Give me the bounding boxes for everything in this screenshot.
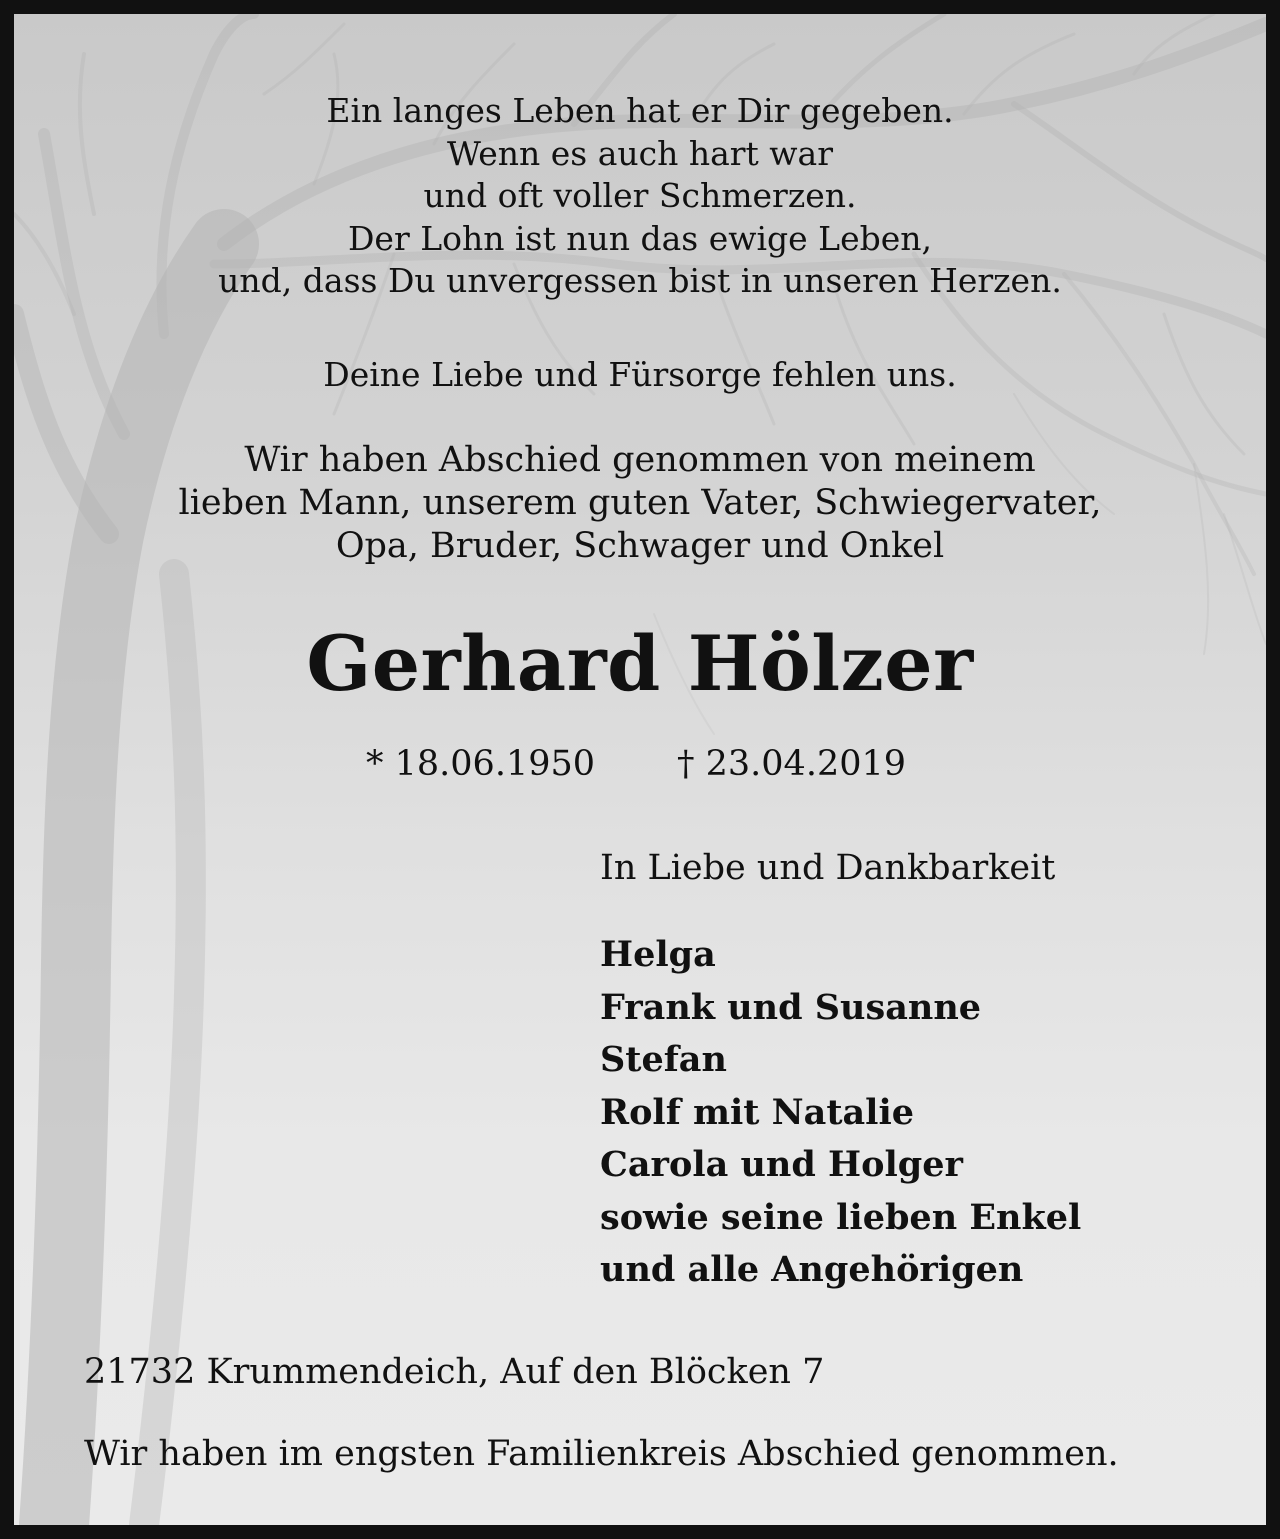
mourner-name: Carola und Holger [600, 1144, 963, 1185]
mourners-list [600, 929, 1081, 1297]
mourner-name: und alle Angehörigen [600, 1249, 1024, 1290]
mourner-name: sowie seine lieben Enkel [600, 1196, 1082, 1238]
closing-note: Wir haben im engsten Familienkreis Abschied genommen. [84, 1434, 1119, 1474]
thanks-line: In Liebe und Dankbarkeit [600, 848, 1056, 888]
poem [14, 90, 1266, 303]
address: 21732 Krummendeich, Auf den Blöcken 7 [84, 1352, 825, 1392]
farewell-line: Opa, Bruder, Schwager und Onkel [335, 526, 945, 566]
death-date: † 23.04.2019 [677, 744, 907, 784]
deceased-name: Gerhard Hölzer [306, 619, 974, 708]
mourner-name: Rolf mit Natalie [600, 1091, 915, 1133]
poem-line: Ein langes Leben hat er Dir gegeben. [326, 91, 954, 130]
poem-line: und, dass Du unvergessen bist in unseren Herzen. [218, 261, 1062, 300]
poem-line: und oft voller Schmerzen. [423, 176, 857, 215]
birth-date: * 18.06.1950 [366, 744, 596, 784]
mourner-name: Stefan [600, 1039, 727, 1080]
mourner-name: Frank und Susanne [600, 986, 982, 1028]
farewell-text [14, 439, 1266, 568]
farewell-line: Wir haben Abschied genommen von meinem [244, 440, 1036, 480]
farewell-line: lieben Mann, unserem guten Vater, Schwiegervater, [178, 483, 1102, 523]
poem-line: Der Lohn ist nun das ewige Leben, [347, 218, 933, 258]
obituary-notice [14, 14, 1266, 1525]
poem-line: Wenn es auch hart war [446, 133, 833, 173]
missed-line: Deine Liebe und Fürsorge fehlen uns. [323, 355, 957, 394]
mourner-name: Helga [600, 934, 716, 975]
